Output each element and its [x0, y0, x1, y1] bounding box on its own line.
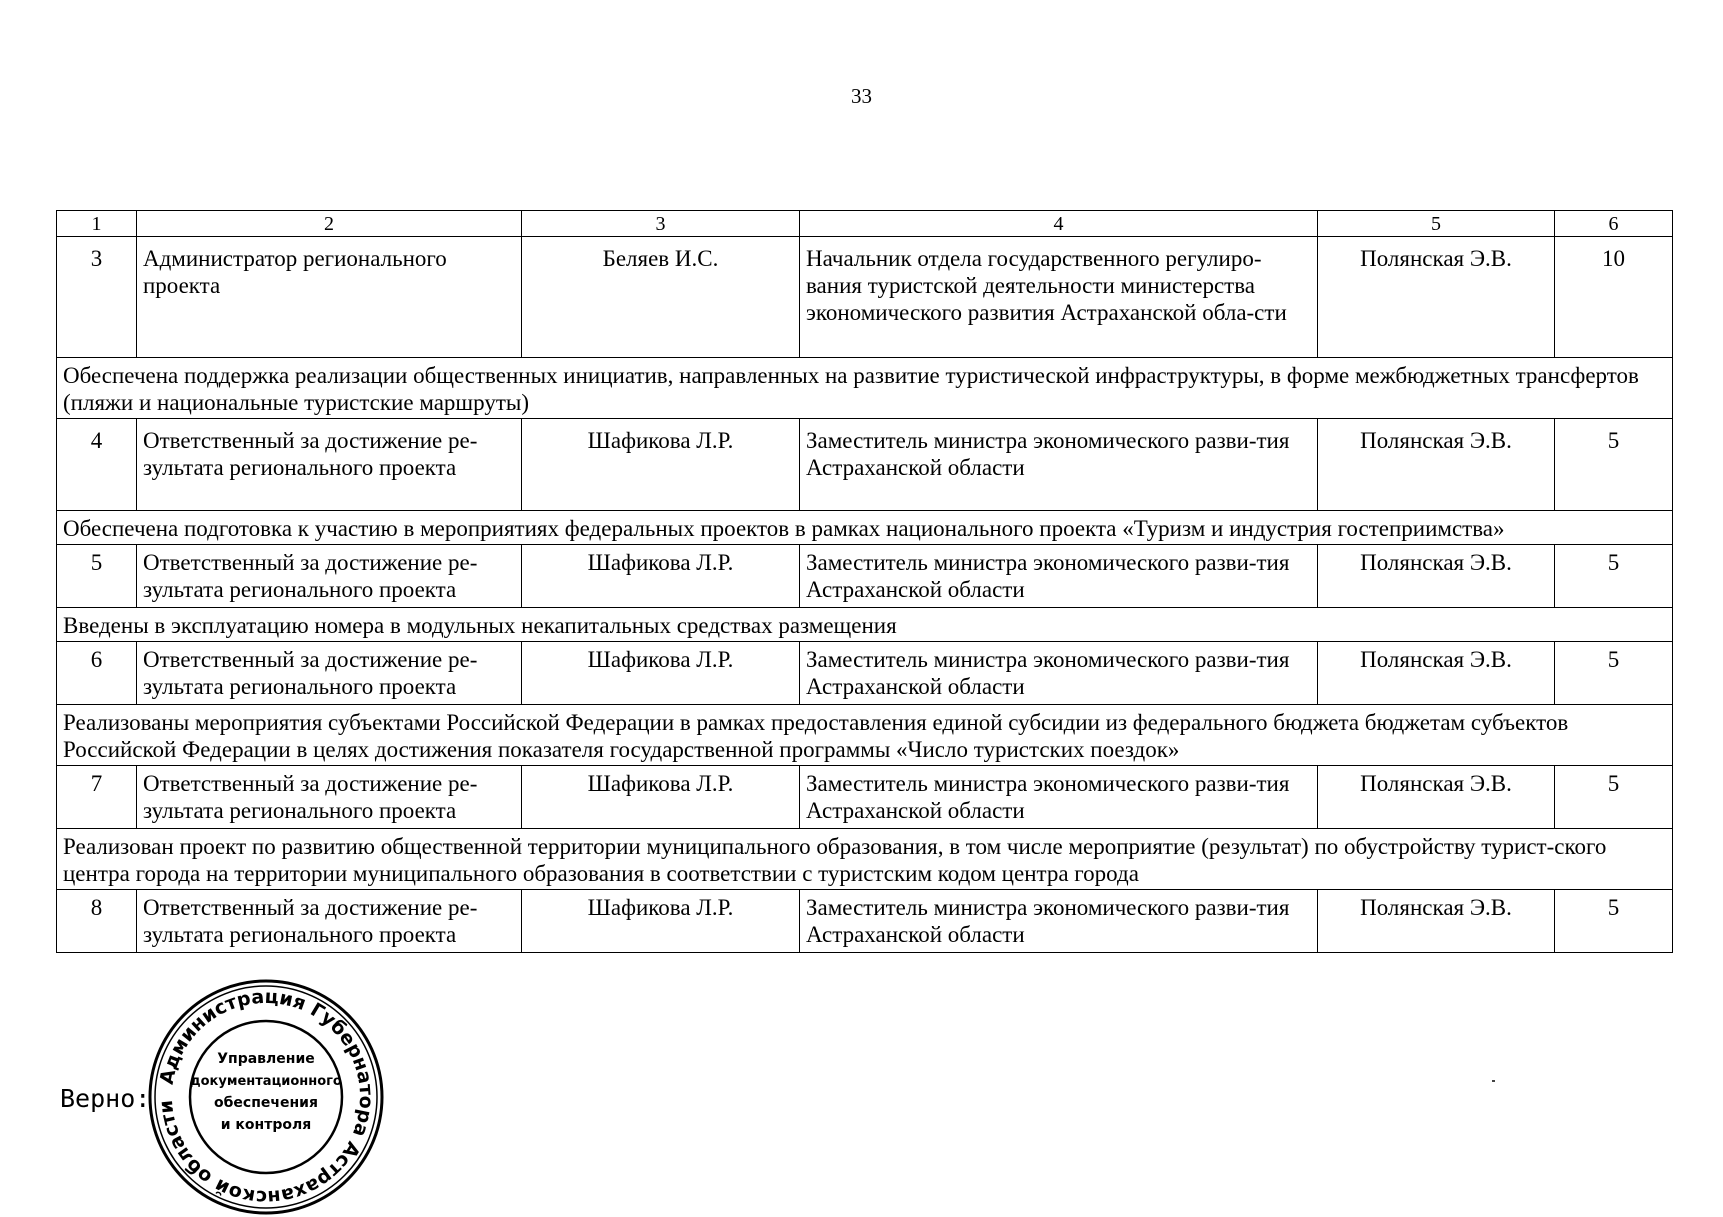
supervisor-cell: Полянская Э.В.	[1318, 642, 1555, 705]
responsible-person-cell: Шафикова Л.Р.	[522, 766, 800, 829]
seal-center-line: документационного	[190, 1074, 342, 1089]
section-heading-row	[57, 358, 1673, 419]
row-number-cell: 6	[57, 642, 137, 705]
section-heading-row	[57, 705, 1673, 766]
certification-label: Верно:	[60, 1084, 151, 1113]
role-cell: Ответственный за достижение ре-зультата регионального проекта	[137, 419, 522, 511]
section-heading: Реализованы мероприятия субъектами Российской Федерации в рамках предоставления единой субсидии из федерального бюджета бюджетам субъектов Российской Федерации в целях достижения показателя государственной программы «Число туристских поездок»	[57, 705, 1673, 766]
table-row	[57, 419, 1673, 511]
table-row	[57, 642, 1673, 705]
responsible-person-cell: Шафикова Л.Р.	[522, 642, 800, 705]
responsible-person-cell: Беляев И.С.	[522, 237, 800, 358]
supervisor-cell: Полянская Э.В.	[1318, 237, 1555, 358]
scan-mark	[1492, 1080, 1495, 1082]
role-cell: Ответственный за достижение ре-зультата регионального проекта	[137, 766, 522, 829]
row-number-cell: 3	[57, 237, 137, 358]
workload-value-cell: 5	[1555, 642, 1673, 705]
header-cell: 2	[137, 211, 522, 237]
header-cell: 4	[800, 211, 1318, 237]
role-cell: Администратор регионального проекта	[137, 237, 522, 358]
row-number-cell: 7	[57, 766, 137, 829]
seal-center-line: обеспечения	[214, 1095, 318, 1111]
page-number: 33	[851, 84, 872, 108]
row-number-cell: 5	[57, 545, 137, 608]
seal-center-line: и контроля	[220, 1117, 312, 1133]
document-table	[56, 210, 1673, 953]
supervisor-cell: Полянская Э.В.	[1318, 766, 1555, 829]
position-cell: Заместитель министра экономического разви-тия Астраханской области	[800, 642, 1318, 705]
position-cell: Заместитель министра экономического разви-тия Астраханской области	[800, 545, 1318, 608]
position-cell: Заместитель министра экономического разви-тия Астраханской области	[800, 766, 1318, 829]
row-number-cell: 4	[57, 419, 137, 511]
section-heading-row	[57, 511, 1673, 545]
workload-value-cell: 5	[1555, 545, 1673, 608]
responsible-person-cell: Шафикова Л.Р.	[522, 890, 800, 953]
header-cell: 1	[57, 211, 137, 237]
seal-ring-text: Администрация Губернатора Астраханской области	[154, 985, 378, 1209]
table-row	[57, 545, 1673, 608]
position-cell: Заместитель министра экономического разви-тия Астраханской области	[800, 890, 1318, 953]
supervisor-cell: Полянская Э.В.	[1318, 890, 1555, 953]
table-row	[57, 237, 1673, 358]
responsible-person-cell: Шафикова Л.Р.	[522, 545, 800, 608]
table-header-row	[57, 211, 1673, 237]
position-cell: Начальник отдела государственного регулиро-вания туристской деятельности министерства экономического развития Астраханской обла-сти	[800, 237, 1318, 358]
header-cell: 5	[1318, 211, 1555, 237]
position-cell: Заместитель министра экономического разви-тия Астраханской области	[800, 419, 1318, 511]
workload-value-cell: 5	[1555, 890, 1673, 953]
row-number-cell: 8	[57, 890, 137, 953]
responsible-person-cell: Шафикова Л.Р.	[522, 419, 800, 511]
workload-value-cell: 5	[1555, 419, 1673, 511]
table-row	[57, 766, 1673, 829]
official-seal-stamp	[146, 977, 386, 1217]
section-heading: Введены в эксплуатацию номера в модульных некапитальных средствах размещения	[57, 608, 1673, 642]
table-row	[57, 890, 1673, 953]
section-heading: Реализован проект по развитию общественной территории муниципального образования, в том числе мероприятие (результат) по обустройству турист-ского центра города на территории муниципального образования в соответствии с туристским кодом центра города	[57, 829, 1673, 890]
role-cell: Ответственный за достижение ре-зультата регионального проекта	[137, 545, 522, 608]
supervisor-cell: Полянская Э.В.	[1318, 545, 1555, 608]
workload-value-cell: 5	[1555, 766, 1673, 829]
section-heading-row	[57, 829, 1673, 890]
section-heading: Обеспечена подготовка к участию в мероприятиях федеральных проектов в рамках национального проекта «Туризм и индустрия гостеприимства»	[57, 511, 1673, 545]
role-cell: Ответственный за достижение ре-зультата регионального проекта	[137, 642, 522, 705]
role-cell: Ответственный за достижение ре-зультата регионального проекта	[137, 890, 522, 953]
seal-center-line: Управление	[217, 1051, 315, 1067]
section-heading-row	[57, 608, 1673, 642]
header-cell: 6	[1555, 211, 1673, 237]
supervisor-cell: Полянская Э.В.	[1318, 419, 1555, 511]
section-heading: Обеспечена поддержка реализации общественных инициатив, направленных на развитие туристической инфраструктуры, в форме межбюджетных трансфертов (пляжи и национальные туристские маршруты)	[57, 358, 1673, 419]
workload-value-cell: 10	[1555, 237, 1673, 358]
header-cell: 3	[522, 211, 800, 237]
